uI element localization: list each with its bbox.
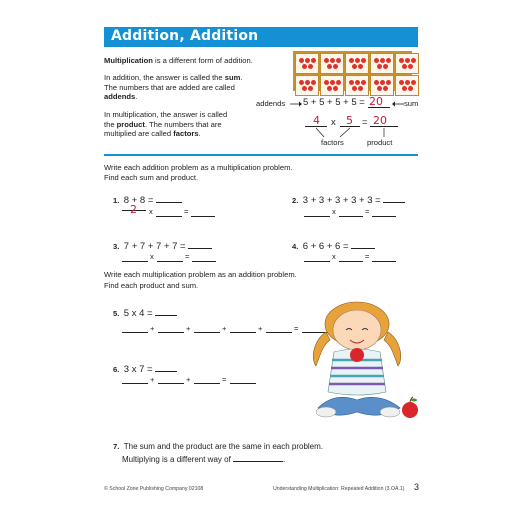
section1-instruction-2: Find each sum and product. [104,173,199,182]
section-divider [104,154,418,156]
example-addition: 5 + 5 + 5 + 5 = [303,97,365,108]
factor-blank[interactable] [339,261,363,262]
factor1-answer: 4 [313,114,320,127]
footer-copyright: © School Zone Publishing Company 02108 [104,486,204,492]
intro-paragraph-3: In multiplication, the answer is called the product. The numbers that are multiplied are called factors. [104,110,228,139]
page-number: 3 [414,482,420,492]
page-title: Addition, Addition [111,28,259,44]
product-blank[interactable] [372,261,396,262]
addend-blank[interactable] [230,332,256,333]
product-label: product [367,138,393,147]
product-answer: 20 [373,114,387,127]
addition-row-6: + + = [122,374,322,386]
sum-blank[interactable] [230,383,256,384]
question-7: 7. The sum and the product are the same in each problem. [113,442,324,451]
handwritten-hint: 2 [130,203,137,216]
equals-sign: = [362,117,368,128]
factor-blank[interactable] [156,216,182,217]
problem-4: 4. 6 + 6 + 6 = [292,236,375,254]
apple-group-icon [395,53,419,74]
factor2-answer: 5 [346,114,353,127]
addend-blank[interactable] [266,332,292,333]
apple-group-icon [345,75,369,96]
girl-with-apple-illustration [304,300,422,428]
answer-blank[interactable] [156,194,182,203]
addend-blank[interactable] [122,383,148,384]
factor-blank[interactable] [122,261,148,262]
arrow-left-icon [392,101,404,107]
problem-3: 3. 7 + 7 + 7 + 7 = [113,236,212,254]
intro-paragraph-2: In addition, the answer is called the sum. The numbers that are added are called addends. [104,73,243,102]
addend-blank[interactable] [158,383,184,384]
section1-instruction-1: Write each addition problem as a multiplication problem. [104,163,293,172]
arrow-right-icon [290,101,302,107]
addend-blank[interactable] [122,332,148,333]
apple-group-icon [370,53,394,74]
apple-group-icon [370,75,394,96]
problem-5: 5. 5 x 4 = [113,303,177,321]
answer-blank[interactable] [233,453,283,462]
apple-group-icon [295,75,319,96]
section2-instruction-2: Find each product and sum. [104,281,199,290]
factor-blank[interactable] [304,216,330,217]
addend-blank[interactable] [194,383,220,384]
apple-group-icon [320,75,344,96]
footer-topic: Understanding Multiplication: Repeated Addition (3.OA.1) [273,486,405,492]
apple-group-icon [320,53,344,74]
factor-blank[interactable] [304,261,330,262]
apple-tray-image [293,51,412,91]
factor-blank[interactable] [339,216,363,217]
product-blank[interactable] [191,216,215,217]
answer-blank[interactable] [188,240,212,249]
sum-label: sum [404,99,419,108]
intro-paragraph-1: Multiplication is a different form of addition. [104,56,253,65]
apple-group-icon [295,53,319,74]
addends-label: addends [256,99,286,108]
apple-group-icon [345,53,369,74]
addend-blank[interactable] [158,332,184,333]
addition-row-5: + + + + = [122,323,382,335]
answer-blank[interactable] [155,307,177,316]
factors-label: factors [321,138,344,147]
term-multiplication: Multiplication [104,56,153,65]
answer-blank[interactable] [155,363,177,372]
addend-blank[interactable] [194,332,220,333]
times-sign: x [331,117,336,128]
apple-group-icon [395,75,419,96]
question-7-line-2: Multiplying is a different way of . [122,455,286,464]
answer-blank[interactable] [351,240,375,249]
factor-blank[interactable] [157,261,183,262]
answer-blank[interactable] [383,194,405,203]
product-blank[interactable] [192,261,216,262]
problem-2: 2. 3 + 3 + 3 + 3 + 3 = [292,190,405,208]
product-blank[interactable] [372,216,396,217]
problem-6: 6. 3 x 7 = [113,359,177,377]
sum-answer: 20 [369,95,383,108]
problem-1: 1. 8 + 8 = [113,190,182,208]
section2-instruction-1: Write each multiplication problem as an addition problem. [104,270,297,279]
